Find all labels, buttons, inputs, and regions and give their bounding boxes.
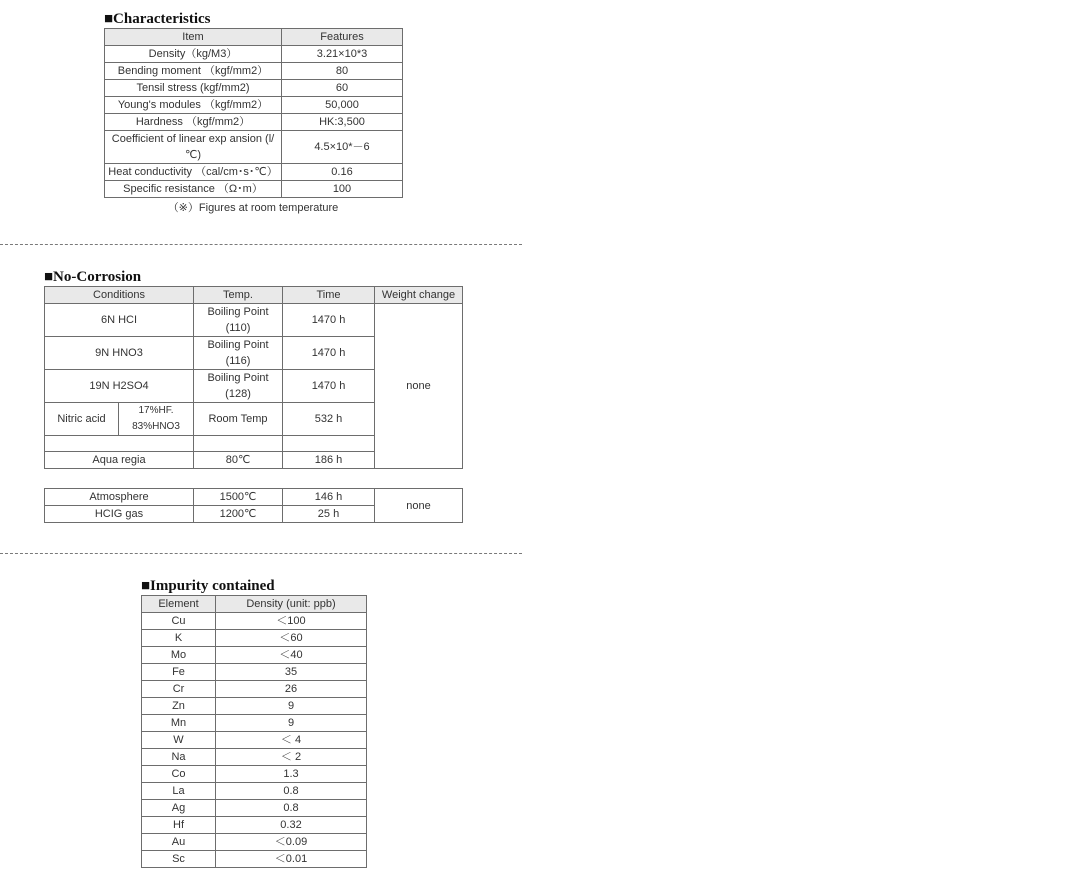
- column-header: Density (unit: ppb): [216, 596, 367, 613]
- table-row: [105, 131, 403, 164]
- element-cell: Na: [142, 749, 216, 766]
- table-header-row: [45, 287, 463, 304]
- temp-cell: 1500℃: [194, 489, 283, 506]
- table-row: [142, 800, 367, 817]
- weight-change-cell: none: [375, 304, 463, 469]
- corrosion-table: [44, 286, 463, 469]
- table-row: [105, 164, 403, 181]
- element-cell: Co: [142, 766, 216, 783]
- element-cell: K: [142, 630, 216, 647]
- density-cell: 0.8: [216, 783, 367, 800]
- table-row: [105, 97, 403, 114]
- temp-cell: 1200℃: [194, 506, 283, 523]
- item-cell: Hardness （kgf/mm2）: [105, 114, 282, 131]
- table-row: [142, 766, 367, 783]
- column-header: Conditions: [45, 287, 194, 304]
- element-cell: Zn: [142, 698, 216, 715]
- density-cell: 9: [216, 715, 367, 732]
- column-header: Element: [142, 596, 216, 613]
- section-divider: [0, 244, 522, 245]
- no-corrosion-title: ■No-Corrosion: [44, 269, 142, 285]
- characteristics-title: ■Characteristics: [104, 11, 211, 27]
- item-cell: Heat conductivity （cal/cm･s･℃）: [105, 164, 282, 181]
- table-row: [142, 715, 367, 732]
- column-header: Time: [283, 287, 375, 304]
- item-cell: Specific resistance （Ω･m）: [105, 181, 282, 198]
- item-cell: Young's modules （kgf/mm2）: [105, 97, 282, 114]
- time-cell: 1470 h: [283, 304, 375, 337]
- room-temperature-note: （※）Figures at room temperature: [167, 202, 339, 214]
- table-row: [105, 63, 403, 80]
- temp-cell: 80℃: [194, 452, 283, 469]
- table-row: [142, 749, 367, 766]
- feature-cell: 100: [282, 181, 403, 198]
- table-row: [45, 304, 463, 337]
- feature-cell: 0.16: [282, 164, 403, 181]
- table-row: [142, 817, 367, 834]
- table-header-row: [105, 29, 403, 46]
- condition-cell: 6N HCI: [45, 304, 194, 337]
- density-cell: ＜ 4: [216, 732, 367, 749]
- table-row: [142, 613, 367, 630]
- table-row: [142, 647, 367, 664]
- temp-cell: Boiling Point (116): [194, 337, 283, 370]
- weight-change-cell: none: [375, 489, 463, 523]
- element-cell: Mo: [142, 647, 216, 664]
- temp-cell: Room Temp: [194, 403, 283, 436]
- feature-cell: HK:3,500: [282, 114, 403, 131]
- column-header: Item: [105, 29, 282, 46]
- feature-cell: 80: [282, 63, 403, 80]
- table-row: [142, 681, 367, 698]
- element-cell: Hf: [142, 817, 216, 834]
- gas-corrosion-table: [44, 488, 463, 523]
- condition-cell: 19N H2SO4: [45, 370, 194, 403]
- nitric-acid-cell: Nitric acid: [45, 403, 119, 436]
- table-row: [105, 46, 403, 63]
- table-row: [142, 664, 367, 681]
- condition-cell: 9N HNO3: [45, 337, 194, 370]
- time-cell: 186 h: [283, 452, 375, 469]
- table-row: [142, 851, 367, 868]
- condition-cell: HCIG gas: [45, 506, 194, 523]
- table-row: [105, 114, 403, 131]
- density-cell: 0.8: [216, 800, 367, 817]
- density-cell: 1.3: [216, 766, 367, 783]
- table-row: [142, 732, 367, 749]
- density-cell: 35: [216, 664, 367, 681]
- time-cell: 1470 h: [283, 337, 375, 370]
- column-header: Features: [282, 29, 403, 46]
- feature-cell: 3.21×10*3: [282, 46, 403, 63]
- element-cell: W: [142, 732, 216, 749]
- item-cell: Coefficient of linear exp ansion (l/℃): [105, 131, 282, 164]
- table-row: [105, 181, 403, 198]
- density-cell: ＜100: [216, 613, 367, 630]
- impurity-table: [141, 595, 367, 868]
- density-cell: ＜ 2: [216, 749, 367, 766]
- item-cell: Density（kg/M3）: [105, 46, 282, 63]
- table-row: [142, 630, 367, 647]
- density-cell: ＜0.01: [216, 851, 367, 868]
- time-cell: 146 h: [283, 489, 375, 506]
- element-cell: La: [142, 783, 216, 800]
- feature-cell: 60: [282, 80, 403, 97]
- condition-cell: Aqua regia: [45, 452, 194, 469]
- item-cell: Tensil stress (kgf/mm2): [105, 80, 282, 97]
- table-row: [105, 80, 403, 97]
- empty-cell: [194, 436, 283, 452]
- element-cell: Sc: [142, 851, 216, 868]
- table-row: [142, 698, 367, 715]
- item-cell: Bending moment （kgf/mm2）: [105, 63, 282, 80]
- nitric-acid-mix-cell: 17%HF. 83%HNO3: [119, 403, 194, 436]
- time-cell: 25 h: [283, 506, 375, 523]
- feature-cell: 50,000: [282, 97, 403, 114]
- section-divider: [0, 553, 522, 554]
- impurity-title: ■Impurity contained: [141, 578, 275, 594]
- time-cell: 532 h: [283, 403, 375, 436]
- table-header-row: [142, 596, 367, 613]
- density-cell: ＜0.09: [216, 834, 367, 851]
- element-cell: Cu: [142, 613, 216, 630]
- element-cell: Au: [142, 834, 216, 851]
- table-row: [142, 834, 367, 851]
- density-cell: ＜40: [216, 647, 367, 664]
- density-cell: 0.32: [216, 817, 367, 834]
- condition-cell: Atmosphere: [45, 489, 194, 506]
- element-cell: Cr: [142, 681, 216, 698]
- density-cell: ＜60: [216, 630, 367, 647]
- feature-cell: 4.5×10*－6: [282, 131, 403, 164]
- column-header: Temp.: [194, 287, 283, 304]
- element-cell: Mn: [142, 715, 216, 732]
- temp-cell: Boiling Point (128): [194, 370, 283, 403]
- characteristics-table: [104, 28, 403, 198]
- density-cell: 9: [216, 698, 367, 715]
- empty-cell: [45, 436, 194, 452]
- table-row: [142, 783, 367, 800]
- temp-cell: Boiling Point (110): [194, 304, 283, 337]
- element-cell: Ag: [142, 800, 216, 817]
- element-cell: Fe: [142, 664, 216, 681]
- column-header: Weight change: [375, 287, 463, 304]
- time-cell: 1470 h: [283, 370, 375, 403]
- table-row: [45, 489, 463, 506]
- density-cell: 26: [216, 681, 367, 698]
- empty-cell: [283, 436, 375, 452]
